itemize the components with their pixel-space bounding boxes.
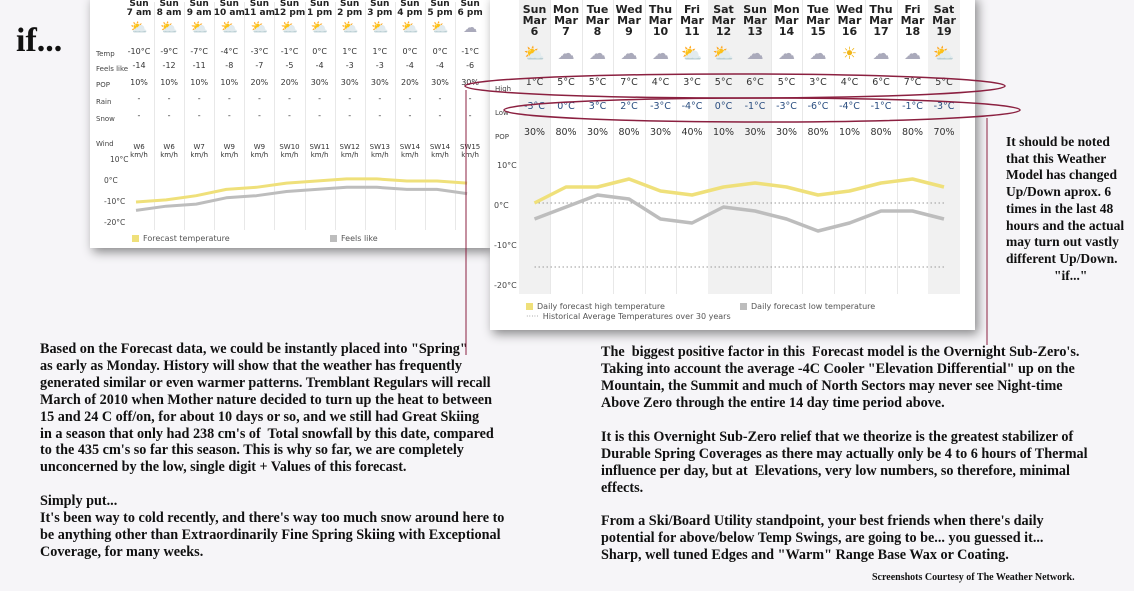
cloud-icon: ☁: [746, 44, 764, 64]
note-if: "if...": [1054, 267, 1088, 283]
hour-pop: 20%: [280, 78, 299, 87]
hour-feels-like: -3: [375, 61, 384, 70]
day-date: 18: [904, 25, 921, 38]
day-low: 3°C: [588, 101, 607, 112]
cloud-icon: ☁: [652, 44, 669, 64]
hour-snow: -: [227, 111, 231, 120]
snow-cloud-icon: ☁: [557, 44, 575, 64]
hour-rain: -: [257, 94, 261, 103]
credit-line: Screenshots Courtesy of The Weather Network.: [872, 572, 1075, 583]
hour-rain: -: [348, 94, 352, 103]
legend-swatch: [330, 235, 337, 242]
hour-time: 10 am: [213, 8, 245, 18]
day-month: Mar: [554, 14, 578, 27]
legend-swatch: [526, 303, 533, 310]
hour-temp: 0°C: [432, 47, 448, 56]
hour-feels-like: -7: [255, 61, 264, 70]
sun-cloud-icon: ⛅: [190, 20, 208, 36]
hour-wind: W9: [253, 143, 266, 151]
day-low: -3°C: [776, 101, 797, 112]
hour-temp: -4°C: [220, 47, 239, 56]
hour-time: 8 am: [156, 8, 182, 18]
legend-item: [132, 234, 230, 243]
hour-pop: 30%: [340, 78, 359, 87]
hour-time: 7 am: [126, 8, 152, 18]
day-high: 1°C: [525, 77, 544, 88]
series-line-feels-like: [136, 187, 467, 210]
hour-snow: -: [257, 111, 261, 120]
day-name: Mon: [773, 3, 800, 16]
hour-wind-unit: km/h: [190, 151, 209, 159]
day-month: Mar: [806, 14, 830, 27]
legend-label: Feels like: [341, 234, 378, 243]
rain-snow-cloud-icon: ☁: [904, 44, 921, 64]
hour-day: Sun: [430, 0, 450, 9]
hour-temp: 0°C: [312, 47, 327, 56]
day-high: 6°C: [872, 77, 890, 88]
hourly-temperature-chart: [90, 0, 490, 248]
hour-temp: 0°C: [402, 47, 418, 56]
day-pop: 80%: [901, 127, 924, 138]
hour-temp: -7°C: [190, 47, 208, 56]
day-name: Tue: [586, 3, 609, 16]
day-high: 5°C: [557, 77, 575, 88]
hour-day: Sun: [129, 0, 149, 9]
hour-day: Sun: [370, 0, 390, 9]
day-low: -4°C: [681, 101, 703, 112]
hour-feels-like: -6: [466, 61, 475, 70]
day-low: -3°C: [650, 101, 671, 112]
y-tick-label: -10°C: [104, 197, 126, 206]
row-label-pop: POP: [96, 81, 110, 89]
day-pop: 10%: [712, 127, 735, 138]
hour-pop: 30%: [431, 78, 449, 87]
day-low: 0°C: [557, 101, 575, 112]
legend-item: [740, 302, 875, 311]
hour-snow: -: [137, 111, 141, 120]
hour-snow: -: [408, 111, 412, 120]
hour-feels-like: -4: [436, 61, 444, 70]
hour-wind: SW15: [459, 143, 481, 151]
hour-wind-unit: km/h: [431, 151, 449, 159]
day-name: Sun: [743, 3, 767, 16]
day-month: Mar: [617, 14, 641, 27]
hour-day: Sun: [219, 0, 239, 9]
hour-feels-like: -8: [225, 61, 234, 70]
hour-temp: -1°C: [461, 47, 479, 56]
day-pop: 30%: [775, 127, 798, 138]
rain-cloud-icon: ☁: [620, 44, 638, 64]
hour-rain: -: [137, 94, 141, 103]
day-date: 13: [747, 25, 763, 38]
hour-feels-like: -3: [345, 61, 354, 70]
hour-day: Sun: [249, 0, 270, 9]
sun-cloud-icon: ⛅: [310, 20, 329, 36]
hour-temp: -1°C: [280, 47, 299, 56]
legend-label: Historical Average Temperatures over 30 years: [542, 312, 731, 321]
hour-snow: -: [167, 111, 171, 120]
day-date: 11: [684, 25, 700, 38]
note-text: It should be noted that this Weather Model has changed Up/Down aprox. 6 times in the last 48 hours and the actual may turn out vastly different Up/Down.: [1006, 134, 1125, 266]
hour-snow: -: [318, 111, 322, 120]
sun-cloud-icon: ⛅: [280, 20, 299, 36]
day-pop: 30%: [744, 127, 766, 138]
legend-item: [330, 234, 378, 243]
sun-cloud-icon: ⛅: [401, 20, 419, 36]
day-name: Fri: [904, 3, 921, 16]
day-date: 6: [530, 25, 539, 38]
y-tick-label: 10°C: [110, 155, 129, 164]
hour-wind: SW11: [309, 143, 330, 151]
day-pop: 70%: [933, 127, 955, 138]
sun-cloud-icon: ⛅: [371, 20, 389, 36]
hour-wind: SW14: [399, 143, 421, 151]
day-date: 15: [810, 25, 826, 38]
legend-swatch: [132, 235, 139, 242]
daily-forecast-panel: [490, 0, 975, 330]
hour-wind: SW10: [279, 143, 300, 151]
row-label-snow: Snow: [96, 115, 115, 123]
day-month: Mar: [932, 14, 956, 27]
y-tick-label: -20°C: [104, 218, 126, 227]
hour-pop: 20%: [250, 78, 269, 87]
sun-cloud-icon: ⛅: [431, 20, 449, 36]
day-high: 5°C: [777, 77, 796, 88]
hour-pop: 10%: [220, 78, 239, 87]
hour-wind: W6: [163, 143, 175, 151]
series-line-daily-forecast-high-temperature: [535, 179, 945, 203]
hour-rain: -: [227, 94, 231, 103]
day-pop: 10%: [838, 127, 861, 138]
day-month: Mar: [774, 14, 799, 27]
day-date: 10: [652, 25, 669, 38]
row-label-rain: Rain: [96, 98, 112, 106]
row-label-wind: Wind: [96, 140, 114, 148]
hour-wind: W6: [133, 143, 145, 151]
y-tick-label: 10°C: [497, 161, 517, 170]
day-pop: 30%: [649, 127, 672, 138]
hour-wind-unit: km/h: [160, 151, 178, 159]
day-name: Sat: [933, 3, 955, 16]
day-date: 12: [715, 25, 732, 38]
day-month: Mar: [522, 14, 547, 27]
hour-day: Sun: [279, 0, 300, 9]
sun-cloud-icon: ⛅: [220, 20, 239, 36]
hour-day: Sun: [400, 0, 420, 9]
hour-day: Sun: [159, 0, 179, 9]
y-tick-label: 0°C: [494, 201, 509, 210]
day-month: Mar: [900, 14, 925, 27]
hour-wind: SW13: [369, 143, 390, 151]
hour-pop: 30%: [370, 78, 389, 87]
day-month: Mar: [585, 14, 610, 27]
hour-wind-unit: km/h: [220, 151, 239, 159]
day-date: 9: [625, 25, 633, 38]
day-high: 6°C: [746, 77, 764, 88]
hour-snow: -: [197, 111, 201, 120]
day-low: 2°C: [620, 101, 638, 112]
hour-feels-like: -4: [315, 61, 324, 70]
day-month: Mar: [869, 14, 893, 27]
day-name: Wed: [835, 3, 864, 16]
row-label-pop: POP: [495, 133, 509, 141]
hour-wind: W7: [193, 143, 205, 151]
sun-cloud-icon: ⛅: [712, 44, 735, 64]
sun-cloud-icon: ⛅: [523, 44, 546, 64]
day-low: -1°C: [902, 101, 923, 112]
hour-feels-like: -11: [192, 61, 206, 70]
hour-wind-unit: km/h: [130, 151, 148, 159]
day-date: 17: [873, 25, 889, 38]
hour-wind: SW12: [339, 143, 360, 151]
hour-rain: -: [197, 94, 201, 103]
day-name: Wed: [615, 3, 643, 16]
day-pop: 80%: [618, 127, 640, 138]
hour-rain: -: [318, 94, 322, 103]
hour-time: 6 pm: [457, 8, 483, 18]
right-paragraph-2: It is this Overnight Sub-Zero relief that we theorize is the greatest stabilizer of Durable Spring Coverages as there may actually only be 4 to 6 hours of Thermal influence per day, but at Elevations, very low numbers, so therefore, minimal effects.: [601, 429, 1088, 496]
y-tick-label: -20°C: [494, 281, 517, 290]
hour-rain: -: [288, 94, 291, 103]
hour-rain: -: [378, 94, 382, 103]
day-month: Mar: [711, 14, 736, 27]
left-paragraph-2: Simply put... It's been way to cold recently, and there's way too much snow around here to be anything other than Extraordinarily Fine Spring Skiing with Exceptional Coverage, for many weeks.: [40, 493, 505, 560]
day-low: -1°C: [744, 101, 766, 112]
hour-day: Sun: [309, 0, 330, 9]
day-pop: 30%: [523, 127, 546, 138]
right-paragraph-3: From a Ski/Board Utility standpoint, your best friends when there's daily potential for above/below Temp Swings, are going to be... you guessed it... Sharp, well tuned Edges and "Warm" Range Base Wax or Coating.: [601, 513, 1044, 563]
day-name: Thu: [869, 3, 893, 16]
day-name: Tue: [807, 3, 829, 16]
hour-rain: -: [468, 94, 472, 103]
hour-temp: -9°C: [160, 47, 178, 56]
hour-rain: -: [438, 94, 442, 103]
day-date: 19: [936, 25, 952, 38]
sun-cloud-icon: ⛅: [340, 20, 359, 36]
day-high: 5°C: [935, 77, 953, 88]
hour-feels-like: -4: [405, 61, 414, 70]
legend-label: Forecast temperature: [143, 234, 230, 243]
sun-rain-snow-cloud-icon: ⛅: [933, 44, 955, 64]
legend-item: [526, 302, 665, 311]
hour-wind: SW14: [429, 143, 451, 151]
hour-day: Sun: [189, 0, 209, 9]
day-date: 7: [562, 25, 570, 38]
hour-time: 3 pm: [367, 8, 393, 18]
day-low: 0°C: [714, 101, 733, 112]
hour-time: 11 am: [243, 8, 275, 18]
logo-title: if...: [16, 22, 63, 59]
day-low: -4°C: [839, 101, 860, 112]
day-pop: 80%: [870, 127, 892, 138]
hour-wind-unit: km/h: [340, 151, 359, 159]
sun-snow-cloud-icon: ⛅: [681, 44, 703, 64]
hour-snow: -: [438, 111, 442, 120]
hour-wind-unit: km/h: [250, 151, 269, 159]
legend-item-historical: [526, 312, 731, 321]
hour-rain: -: [408, 94, 412, 103]
daily-temperature-chart: [490, 0, 975, 330]
legend-label: Daily forecast low temperature: [751, 302, 876, 311]
hour-feels-like: -5: [285, 61, 294, 70]
day-pop: 40%: [681, 127, 703, 138]
legend-label: Daily forecast high temperature: [537, 302, 665, 311]
day-pop: 30%: [586, 127, 609, 138]
day-name: Mon: [552, 3, 580, 16]
hour-snow: -: [378, 111, 382, 120]
day-date: 8: [593, 25, 602, 38]
day-high: 3°C: [683, 77, 701, 88]
day-high: 7°C: [620, 77, 638, 88]
legend-dotted-swatch: ·····: [526, 312, 539, 321]
day-name: Fri: [683, 3, 701, 16]
series-line-daily-forecast-low-temperature: [535, 195, 945, 231]
sun-cloud-icon: ⛅: [160, 20, 178, 36]
y-tick-label: 0°C: [104, 176, 118, 185]
hour-time: 9 am: [186, 8, 212, 18]
hour-feels-like: -14: [132, 61, 146, 70]
legend-swatch: [740, 303, 747, 310]
day-month: Mar: [648, 14, 673, 27]
hour-pop: 30%: [310, 78, 329, 87]
day-high: 7°C: [903, 77, 922, 88]
hour-temp: -10°C: [127, 47, 151, 56]
row-label-temp: Temp: [96, 50, 115, 58]
hour-pop: 10%: [190, 78, 209, 87]
model-change-note: [1006, 134, 1132, 284]
right-paragraph-1: The biggest positive factor in this Forecast model is the Overnight Sub-Zero's. Taking into account the average -4C Cooler "Elevation Differential" up on the Mountain, the Summit and much of North Sectors may never see Night-time Above Zero through the entire 14 day time period above.: [601, 344, 1080, 411]
hour-temp: 1°C: [342, 47, 358, 56]
day-high: 4°C: [651, 77, 670, 88]
day-pop: 80%: [807, 127, 829, 138]
hour-time: 12 pm: [273, 8, 306, 18]
hour-pop: 30%: [461, 78, 479, 87]
day-high: 5°C: [588, 77, 607, 88]
cloud-moon-icon: ☁: [463, 20, 478, 36]
hourly-forecast-panel: [90, 0, 490, 248]
hour-day: Sun: [460, 0, 480, 9]
sun-cloud-icon: ⛅: [130, 20, 148, 36]
hour-wind-unit: km/h: [370, 151, 389, 159]
hour-snow: -: [468, 111, 472, 120]
row-label-low: Low: [495, 109, 509, 117]
day-name: Thu: [648, 3, 673, 16]
hour-snow: -: [288, 111, 291, 120]
day-pop: 80%: [555, 127, 577, 138]
hour-wind-unit: km/h: [401, 151, 419, 159]
cloud-icon: ☁: [589, 44, 606, 64]
day-name: Sat: [713, 3, 734, 16]
day-name: Sun: [522, 3, 547, 16]
row-label-feels: Feels like: [96, 65, 129, 73]
hour-temp: -3°C: [250, 47, 269, 56]
day-month: Mar: [680, 14, 704, 27]
day-high: 5°C: [714, 77, 733, 88]
hour-time: 1 pm: [306, 8, 333, 18]
rain-snow-cloud-icon: ☁: [872, 44, 890, 64]
hour-wind-unit: km/h: [310, 151, 329, 159]
hour-feels-like: -12: [162, 61, 176, 70]
day-month: Mar: [743, 14, 767, 27]
hour-wind-unit: km/h: [461, 151, 479, 159]
row-label-high: High: [495, 85, 512, 93]
hour-pop: 10%: [130, 78, 148, 87]
day-low: -3°C: [933, 101, 955, 112]
hour-wind-unit: km/h: [280, 151, 299, 159]
hour-time: 4 pm: [397, 8, 423, 18]
day-date: 14: [778, 25, 795, 38]
hour-pop: 20%: [401, 78, 419, 87]
hour-time: 5 pm: [427, 8, 453, 18]
hour-temp: 1°C: [372, 47, 388, 56]
day-high: 4°C: [840, 77, 859, 88]
left-paragraph-1: Based on the Forecast data, we could be instantly placed into "Spring" as early as Monday. History will show that the weather has frequently generated similar or even warmer patterns. Tremblant Regulars will recall March of 2010 when Mother nature decided to turn up the heat to between 15 and 24 C off/on, for about 10 days or so, and we still had Great Skiing in a season that only had 238 cm's of Total snowfall by this date, compared to the 435 cm's so far this season. This is why so far, we are completely unconcerned by the low, single digit + Values of this forecast.: [40, 341, 494, 476]
snow-cloud-icon: ☁: [809, 44, 827, 64]
day-low: -1°C: [870, 101, 892, 112]
cloud-icon: ☁: [778, 44, 795, 64]
hour-rain: -: [167, 94, 171, 103]
hour-pop: 10%: [160, 78, 178, 87]
day-high: 3°C: [809, 77, 827, 88]
day-low: -6°C: [807, 101, 829, 112]
day-date: 16: [841, 25, 858, 38]
sun-icon: ☀: [841, 44, 858, 64]
hour-day: Sun: [340, 0, 360, 9]
day-low: -3°C: [524, 101, 545, 112]
hour-wind: W9: [223, 143, 235, 151]
sun-cloud-icon: ⛅: [250, 20, 269, 36]
hour-snow: -: [348, 111, 352, 120]
hour-time: 2 pm: [337, 8, 363, 18]
day-month: Mar: [837, 14, 862, 27]
y-tick-label: -10°C: [494, 241, 517, 250]
